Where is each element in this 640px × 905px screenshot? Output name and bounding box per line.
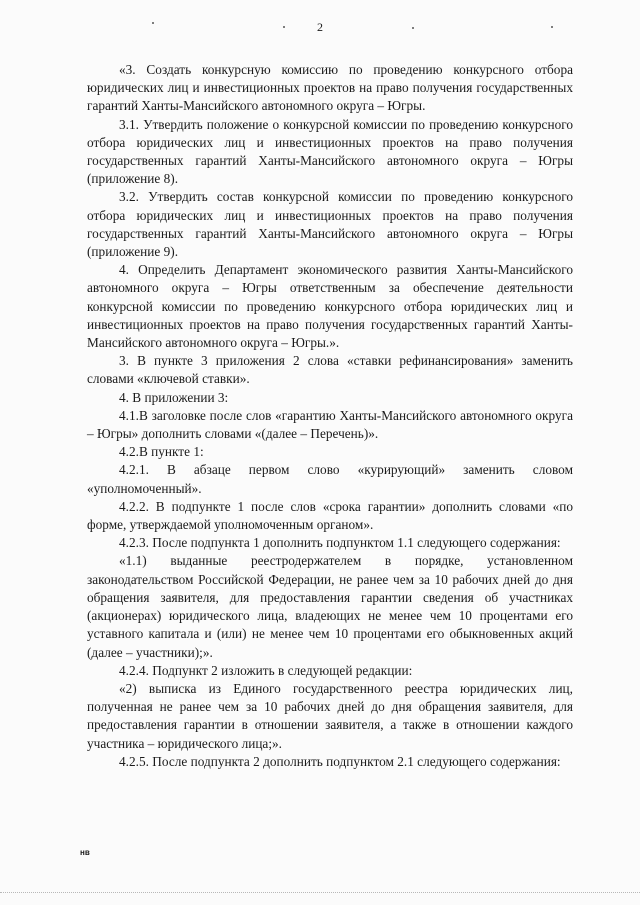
paragraph: «1.1) выданные реестродержателем в порядке, установленном законодательством Российской Федерации, не ранее чем за 10 рабочих дней до дня обращения заявителя, для предоставления гарантии сведения об участниках (акционерах) юридического лица, владеющих не менее чем 10 процентами его уставного капитала и (или) не менее чем 10 процентами его обыкновенных акций (далее – участники);». (87, 553, 573, 660)
paragraph: 3. В пункте 3 приложения 2 слова «ставки рефинансирования» заменить словами «ключевой ставки». (87, 353, 573, 387)
paragraph: 4.2.В пункте 1: (119, 444, 204, 460)
paragraph: 4.2.2. В подпункте 1 после слов «срока гарантии» дополнить словами «по форме, утверждаемой уполномоченным органом». (87, 498, 573, 533)
paragraph: 4. Определить Департамент экономического развития Ханты-Мансийского автономного округа – Югры ответственным за обеспечение деятельности конкурсной комиссии по проведению конкурсного отбора юридических лиц и инвестиционных проектов на право получения государственных гарантий Ханты-Мансийского автономного округа – Югры.». (87, 262, 573, 351)
page-number: 2 (317, 20, 323, 34)
paragraph: 4.2.4. Подпункт 2 изложить в следующей редакции: (119, 662, 413, 678)
scan-bottom-edge (0, 892, 640, 893)
paragraph: 4.2.3. После подпункта 1 дополнить подпунктом 1.1 следующего содержания: (119, 535, 561, 551)
paragraph: «3. Создать конкурсную комиссию по проведению конкурсного отбора юридических лиц и инвестиционных проектов на право получения государственных гарантий Ханты-Мансийского автономного округа – Югры. (87, 62, 573, 114)
paragraph: 4. В приложении 3: (119, 389, 229, 405)
document-body (87, 61, 573, 771)
paragraph: 3.1. Утвердить положение о конкурсной комиссии по проведению конкурсного отбора юридических лиц и инвестиционных проектов на право получения государственных гарантий Ханты-Мансийского автономного округа – Югры (приложение 8). (87, 116, 573, 187)
paragraph: 4.1.В заголовке после слов «гарантию Ханты-Мансийского автономного округа – Югры» дополнить словами «(далее – Перечень)». (87, 407, 573, 442)
paragraph: 4.2.5. После подпункта 2 дополнить подпунктом 2.1 следующего содержания: (119, 753, 561, 769)
paragraph: 4.2.1. В абзаце первом слово «курирующий» заменить словом «уполномоченный». (87, 462, 573, 496)
paragraph: «2) выписка из Единого государственного реестра юридических лиц, полученная не ранее чем за 10 рабочих дней до дня обращения заявителя, для предоставления гарантии в отношении заявителя, а также в отношении каждого участника – юридического лица;». (87, 680, 573, 751)
paragraph: 3.2. Утвердить состав конкурсной комиссии по проведению конкурсного отбора юридических лиц и инвестиционных проектов на право получения государственных гарантий Ханты-Мансийского автономного округа – Югры (приложение 9). (87, 189, 573, 260)
footer-code: нв (80, 848, 90, 857)
